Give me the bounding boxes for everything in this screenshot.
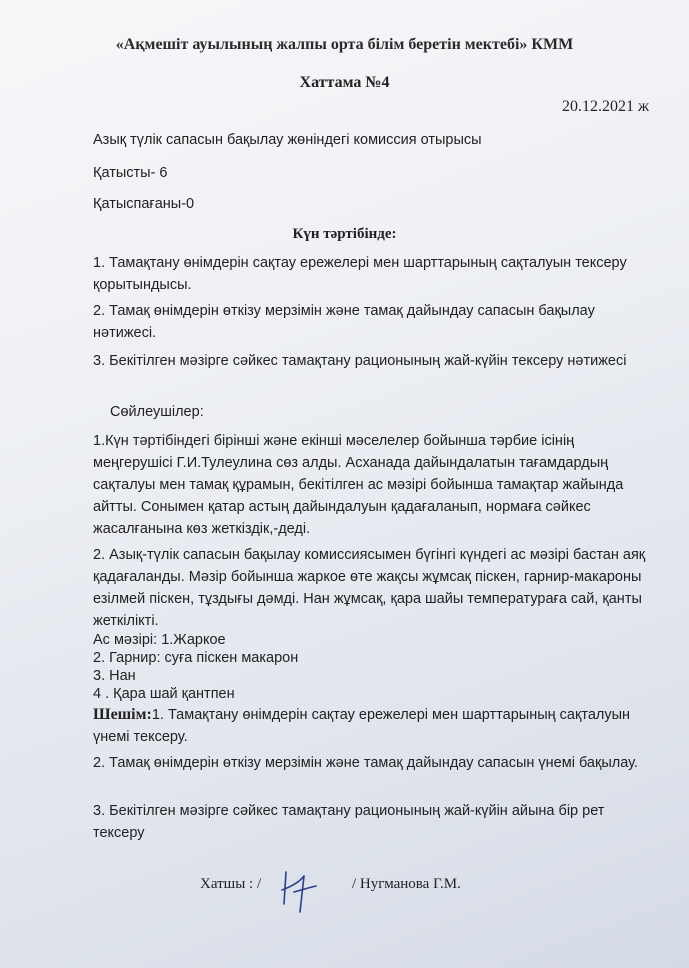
agenda-item-1: 1. Тамақтану өнімдерін сақтау ережелері мен шарттарының сақталуын тексеру қорытындысы. [93, 255, 627, 293]
protocol-date: 20.12.2021 ж [561, 98, 649, 115]
menu-item-1: Ас мәзірі: 1.Жаркое [93, 632, 226, 648]
signature-icon [268, 862, 328, 922]
agenda-item-2: 2. Тамақ өнімдерін өткізу мерзімін және тамақ дайындау сапасын бақылау нәтижесі. [93, 303, 595, 341]
secretary-name: / Нугманова Г.М. [352, 876, 461, 892]
protocol-title: Хаттама №4 [299, 74, 390, 91]
menu-item-4: 4 . Қара шай қантпен [93, 686, 235, 702]
menu-item-3: 3. Нан [93, 668, 136, 684]
absent-count: Қатыспағаны-0 [93, 196, 195, 212]
agenda-title: Күн тәртібінде: [292, 226, 397, 242]
secretary-label: Хатшы : / [200, 876, 262, 892]
agenda-item-3: 3. Бекітілген мәзірге сәйкес тамақтану рационының жай-күйін тексеру нәтижесі [93, 353, 627, 369]
decision-1-block [93, 704, 653, 748]
decision-3: 3. Бекітілген мәзірге сәйкес тамақтану рационының жай-күйін айына бір рет тексеру [93, 803, 605, 841]
menu-item-2: 2. Гарнир: суға піскен макарон [93, 650, 299, 666]
meeting-title: Азық түлік сапасын бақылау жөніндегі комиссия отырысы [93, 132, 482, 148]
speech-1: 1.Күн тәртібіндегі бірінші және екінші мәселелер бойынша тәрбие ісінің меңгерушісі Г.И.Тулеулина сөз алды. Асханада дайындалатын тағамдардың сақталуы мен тамақ құрамын, бекітілген ас мәзірі бойынша тамақтар жайында айтты. Сонымен қатар астың дайындалуын қадағаланып, нормаға сәйкес жасалғанына көз жеткіздік,-деді. [93, 433, 624, 537]
present-count: Қатысты- 6 [93, 165, 168, 181]
decision-2: 2. Тамақ өнімдерін өткізу мерзімін және тамақ дайындау сапасын үнемі бақылау. [93, 755, 638, 771]
decision-1: 1. Тамақтану өнімдерін сақтау ережелері мен шарттарының сақталуын үнемі тексеру. [93, 707, 631, 745]
decision-label: Шешім: [93, 706, 152, 723]
school-name: «Ақмешіт ауылының жалпы орта білім беретін мектебі» КММ [115, 36, 574, 53]
speakers-title: Сөйлеушілер: [110, 404, 204, 420]
speech-2: 2. Азық-түлік сапасын бақылау комиссиясымен бүгінгі күндегі ас мәзірі бастан аяқ қадағаланды. Мәзір бойынша жаркое өте жақсы жұмсақ піскен, гарнир-макароны езілмей піскен, тұздығы дәмді. Нан жұмсақ, қара шайы температураға сай, қанты жеткілікті. [93, 547, 646, 629]
